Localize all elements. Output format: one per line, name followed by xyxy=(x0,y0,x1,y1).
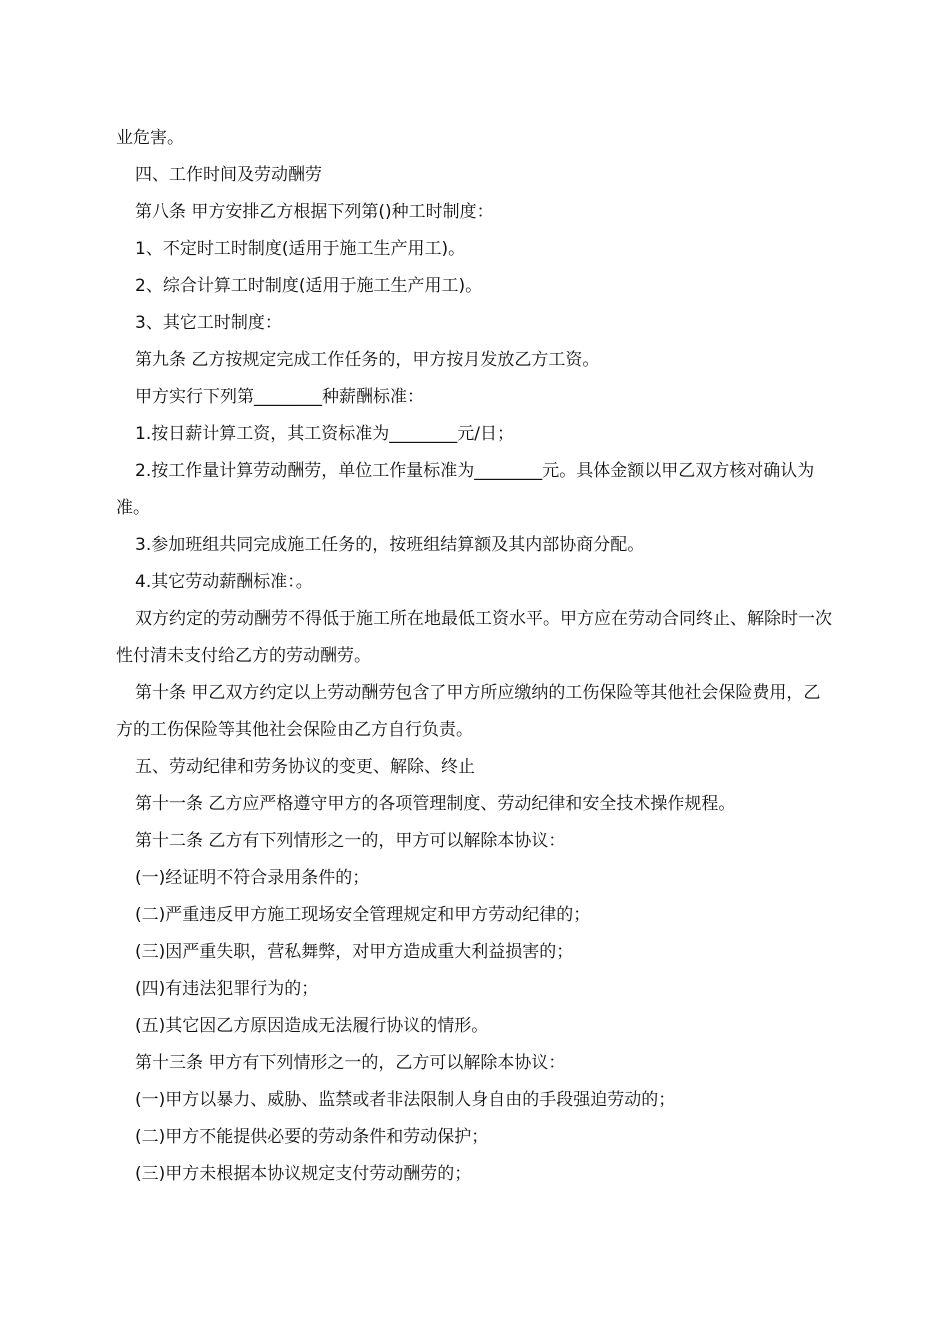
section-heading-work-time: 四、工作时间及劳动酬劳 xyxy=(135,165,322,185)
list-item: 1、不定时工时制度(适用于施工生产用工)。 xyxy=(135,239,466,259)
list-item: (二)严重违反甲方施工现场安全管理规定和甲方劳动纪律的； xyxy=(135,905,591,925)
paragraph: 业危害。 xyxy=(116,128,184,148)
section-heading-discipline: 五、劳动纪律和劳务协议的变更、解除、终止 xyxy=(135,757,475,777)
list-item: 1.按日薪计算工资，其工资标准为________元/日； xyxy=(135,424,514,444)
list-item: 4.其它劳动薪酬标准：。 xyxy=(135,572,313,592)
list-item: (三)因严重失职，营私舞弊，对甲方造成重大利益损害的； xyxy=(135,942,574,962)
list-item: 3、其它工时制度： xyxy=(135,313,282,333)
article-8: 第八条 甲方安排乙方根据下列第()种工时制度： xyxy=(135,202,494,222)
paragraph: 甲方实行下列第________种薪酬标准： xyxy=(135,387,424,407)
list-item: (四)有违法犯罪行为的； xyxy=(135,979,319,999)
paragraph: 双方约定的劳动酬劳不得低于施工所在地最低工资水平。甲方应在劳动合同终止、解除时一次性付清未支付给乙方的劳动酬劳。 xyxy=(116,609,832,666)
list-item: 2、综合计算工时制度(适用于施工生产用工)。 xyxy=(135,276,483,296)
document-body xyxy=(116,120,836,1193)
article-12: 第十二条 乙方有下列情形之一的，甲方可以解除本协议： xyxy=(135,831,566,851)
list-item: (一)甲方以暴力、威胁、监禁或者非法限制人身自由的手段强迫劳动的； xyxy=(135,1090,676,1110)
list-item: (一)经证明不符合录用条件的； xyxy=(135,868,370,888)
list-item: 3.参加班组共同完成施工任务的，按班组结算额及其内部协商分配。 xyxy=(135,535,645,555)
article-11: 第十一条 乙方应严格遵守甲方的各项管理制度、劳动纪律和安全技术操作规程。 xyxy=(135,794,736,814)
article-9: 第九条 乙方按规定完成工作任务的，甲方按月发放乙方工资。 xyxy=(135,350,600,370)
article-13: 第十三条 甲方有下列情形之一的，乙方可以解除本协议： xyxy=(135,1053,566,1073)
list-item: (五)其它因乙方原因造成无法履行协议的情形。 xyxy=(135,1016,489,1036)
list-item: 2.按工作量计算劳动酬劳，单位工作量标准为________元。具体金额以甲乙双方核对确认为准。 xyxy=(116,461,815,518)
list-item: (二)甲方不能提供必要的劳动条件和劳动保护； xyxy=(135,1127,489,1147)
article-10: 第十条 甲乙双方约定以上劳动酬劳包含了甲方所应缴纳的工伤保险等其他社会保险费用，乙方的工伤保险等其他社会保险由乙方自行负责。 xyxy=(116,683,821,740)
list-item: (三)甲方未根据本协议规定支付劳动酬劳的； xyxy=(135,1164,472,1184)
